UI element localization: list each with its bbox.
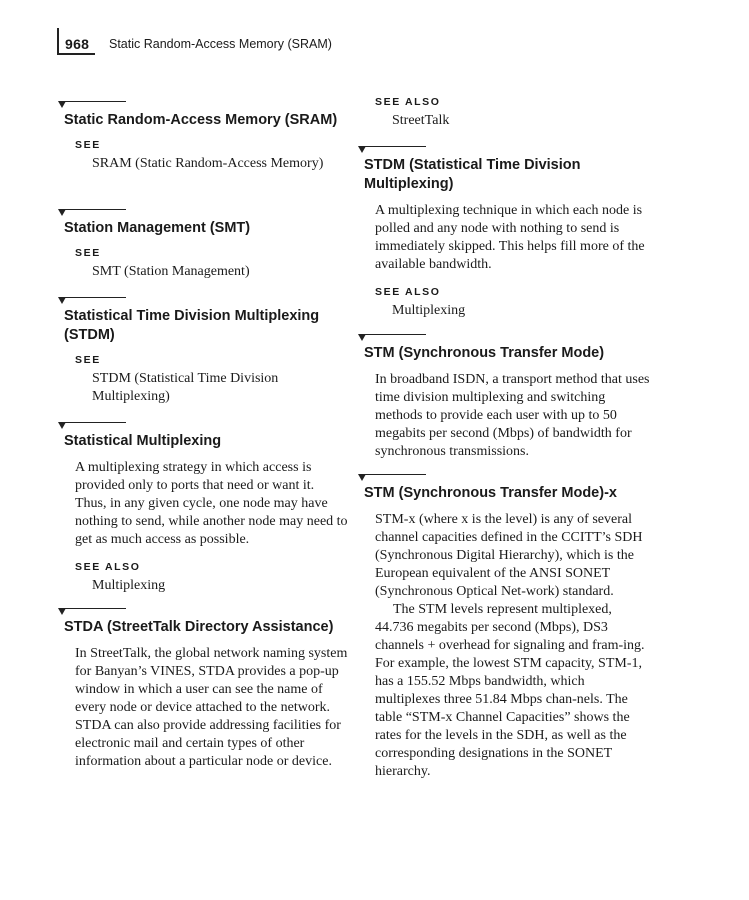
triangle-marker-icon — [358, 146, 366, 153]
entry-body: In broadband ISDN, a transport method that uses time division multiplexing and switching methods to provide each user with up to 50 megabits per second (Mbps) of bandwidth for synchronous transmissions. — [375, 372, 650, 459]
see-reference: SRAM (Static Random-Access Memory) — [92, 156, 324, 171]
see-label: SEE ALSO — [375, 96, 441, 108]
triangle-marker-icon — [58, 101, 66, 108]
running-head-rule-bottom — [57, 53, 95, 55]
entry-stm-x — [358, 474, 650, 781]
see-reference: StreetTalk — [392, 113, 450, 128]
see-label: SEE — [75, 139, 101, 151]
continued-see-also — [358, 96, 650, 130]
entry-body: In StreetTalk, the global network naming system for Banyan’s VINES, STDA provides a pop-up window in which a user can see the name of every node or device attached to the network. STDA can also provide addressing facilities for electronic mail and certain types of other information about a particular node or device. — [75, 646, 348, 769]
entry-marker — [358, 146, 650, 156]
see-label: SEE — [75, 247, 101, 259]
running-head-rule — [57, 28, 59, 54]
entry-heading: STM (Synchronous Transfer Mode)-x — [364, 485, 617, 501]
entry-marker — [358, 474, 650, 484]
entry-sram — [58, 101, 348, 173]
entry-smt — [58, 209, 348, 281]
entry-marker — [58, 422, 348, 432]
entry-heading: Station Management (SMT) — [64, 220, 251, 236]
running-head — [57, 28, 357, 54]
entry-marker — [358, 334, 650, 344]
entry-body: A multiplexing strategy in which access is provided only to ports that need or want it. Thus, in any given cycle, one node may have nothing to send, while another node may need to get as much access as possible. — [75, 460, 348, 547]
entry-stdm-ref — [58, 297, 348, 406]
entry-marker — [58, 297, 348, 307]
entry-body: A multiplexing technique in which each node is polled and any node with nothing to send is immediately skipped. This helps fill more of the available bandwidth. — [375, 203, 645, 272]
entry-heading: STDA (StreetTalk Directory Assistance) — [64, 619, 334, 635]
entry-stm — [358, 334, 650, 461]
triangle-marker-icon — [58, 297, 66, 304]
see-reference: Multiplexing — [392, 303, 466, 318]
running-head-title: Static Random-Access Memory (SRAM) — [109, 37, 332, 51]
entry-statistical-multiplexing — [58, 422, 348, 595]
see-label: SEE ALSO — [75, 561, 141, 573]
entry-stdm — [358, 146, 650, 320]
entry-heading: STDM (Statistical Time Division Multiplexing) — [364, 157, 581, 192]
see-reference: STDM (Statistical Time Division Multiplexing) — [92, 371, 279, 404]
entry-marker — [58, 101, 348, 111]
entry-marker — [58, 608, 348, 618]
entry-body: STM-x (where x is the level) is any of several channel capacities defined in the CCITT’s SDH (Synchronous Digital Hierarchy), which is the European equivalent of the ANSI SONET (Synchronous Optical Net-work) standard. — [375, 512, 643, 599]
see-label: SEE — [75, 354, 101, 366]
triangle-marker-icon — [58, 209, 66, 216]
triangle-marker-icon — [58, 608, 66, 615]
entry-body-continued: The STM levels represent multiplexed, 44.736 megabits per second (Mbps), DS3 channels + overhead for signaling and fram-ing. For example, the lowest STM capacity, STM-1, has a 155.52 Mbps bandwidth, which multiplexes three 51.84 Mbps chan-nels. The table “STM-x Channel Capacities” shows the rates for the levels in the SDH, as well as the corresponding designations in the SONET hierarchy. — [375, 602, 645, 779]
entry-heading: Static Random-Access Memory (SRAM) — [64, 112, 338, 128]
see-label: SEE ALSO — [375, 286, 441, 298]
entry-marker — [58, 209, 348, 219]
entry-heading: Statistical Multiplexing — [64, 433, 222, 449]
entry-heading: Statistical Time Division Multiplexing (STDM) — [64, 308, 320, 343]
see-reference: SMT (Station Management) — [92, 264, 250, 279]
triangle-marker-icon — [358, 334, 366, 341]
entry-stda — [58, 608, 348, 771]
page-number: 968 — [65, 36, 90, 52]
triangle-marker-icon — [358, 474, 366, 481]
triangle-marker-icon — [58, 422, 66, 429]
entry-heading: STM (Synchronous Transfer Mode) — [364, 345, 605, 361]
see-reference: Multiplexing — [92, 578, 166, 593]
